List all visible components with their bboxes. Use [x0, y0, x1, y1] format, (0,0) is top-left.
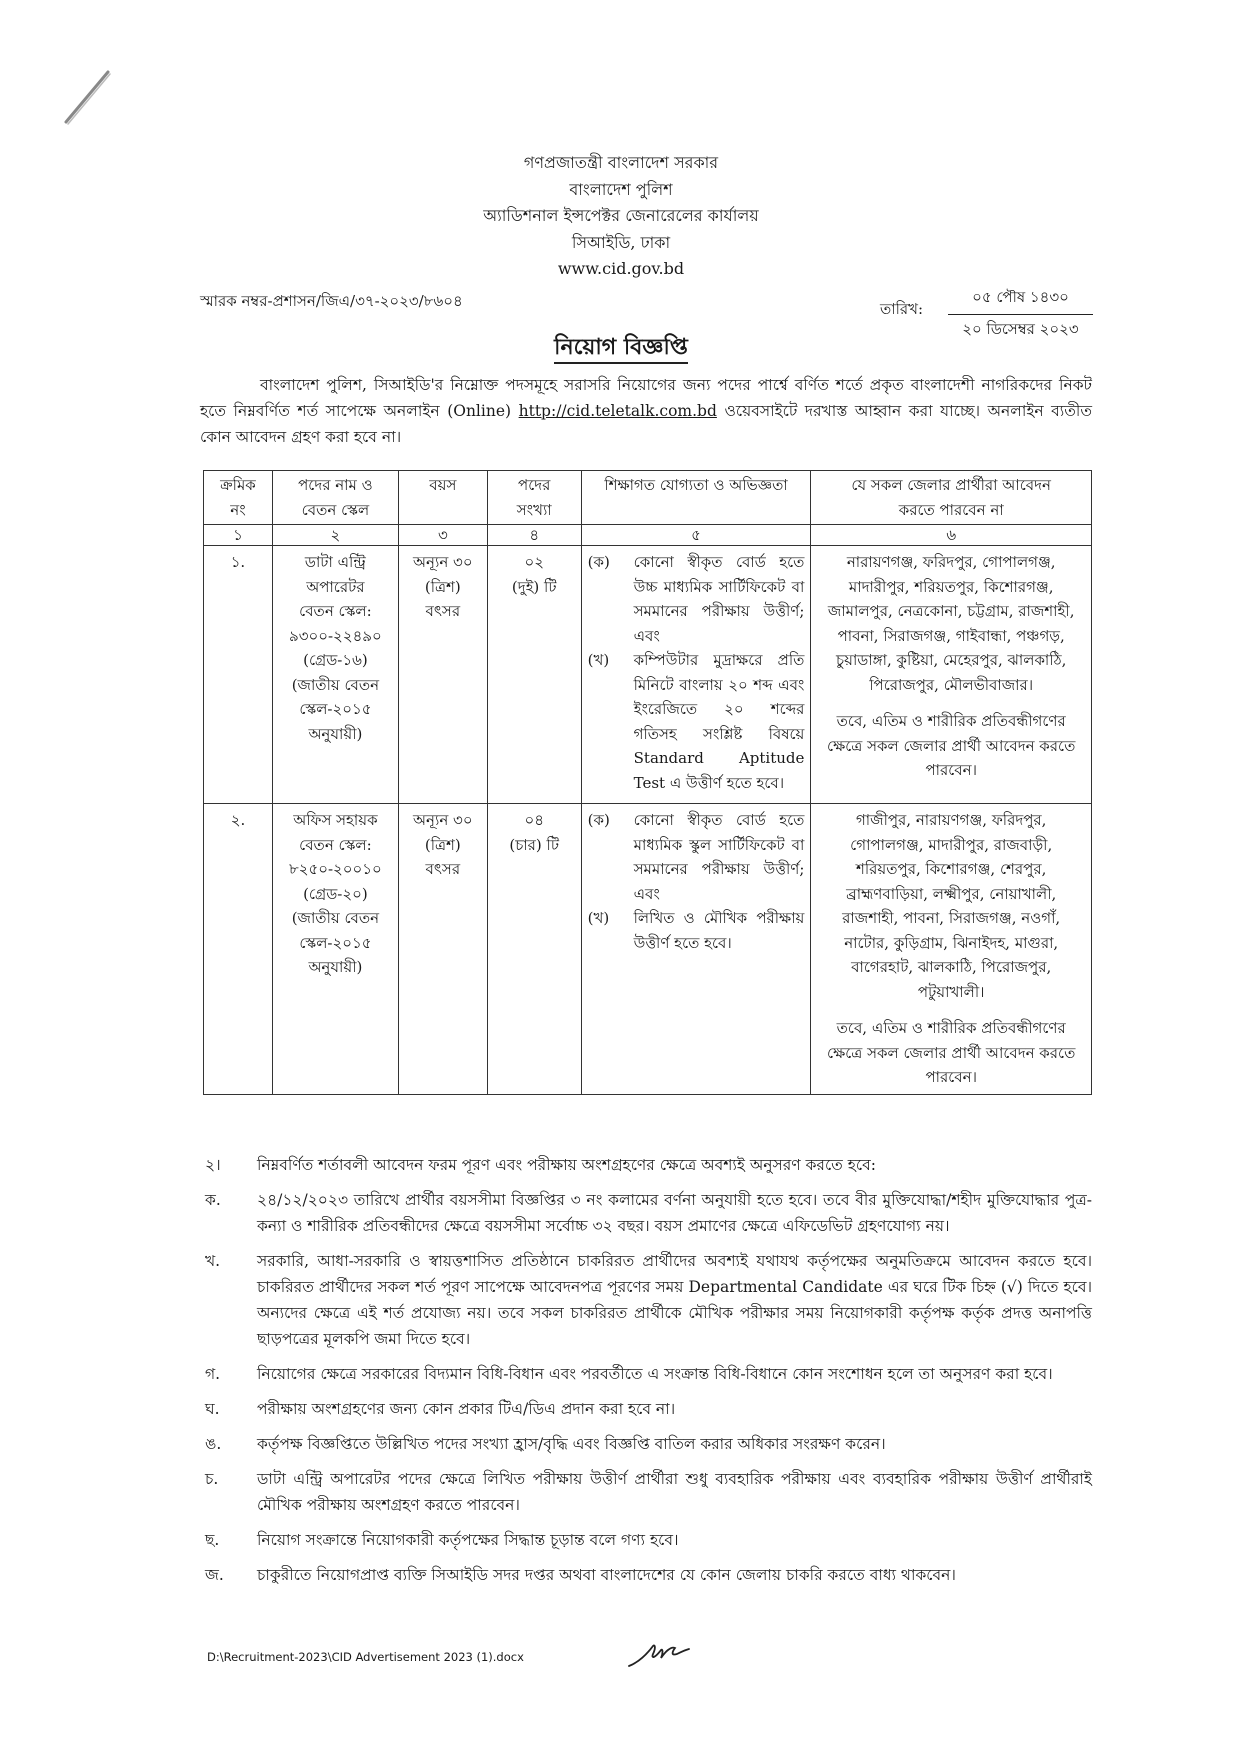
list-item: চ. ডাটা এন্ট্রি অপারেটর পদের ক্ষেত্রে লিখিত পরীক্ষায় উত্তীর্ণ প্রার্থীরা শুধু ব্যবহারিক পরীক্ষায় এবং ব্যবহারিক পরীক্ষায় উত্তীর্ণ প্রার্থীরাই মৌখিক পরীক্ষায় অংশগ্রহণ করতে পারবেন।	[205, 1470, 1092, 1514]
header-line-1: গণপ্রজাতন্ত্রী বাংলাদেশ সরকার	[523, 153, 719, 172]
memo-number: স্মারক নম্বর-প্রশাসন/জিএ/৩৭-২০২৩/৮৬০৪	[200, 292, 463, 310]
list-item: গ. নিয়োগের ক্ষেত্রে সরকারের বিদ্যমান বিধি-বিধান এবং পরবর্তীতে এ সংক্রান্ত বিধি-বিধানে কোন সংশোধন হলে তা অনুসরণ করা হবে।	[205, 1365, 1053, 1383]
application-link[interactable]: http://cid.teletalk.com.bd	[518, 402, 717, 420]
intro-paragraph	[200, 372, 1092, 450]
header-qualification: শিক্ষাগত যোগ্যতা ও অভিজ্ঞতা	[581, 471, 811, 525]
table-row	[204, 546, 1092, 804]
list-item: ২। নিম্নবর্ণিত শর্তাবলী আবেদন ফরম পূরণ এবং পরীক্ষায় অংশগ্রহণের ক্ষেত্রে অবশ্যই অনুসরণ করতে হবে:	[205, 1156, 876, 1174]
row-post-count: ০৪ (চার) টি	[487, 804, 581, 1095]
row-qualification: (ক) কোনো স্বীকৃত বোর্ড হতে মাধ্যমিক স্কুল সার্টিফিকেট বা সমমানের পরীক্ষায় উত্তীর্ণ; এবং (খ) লিখিত ও মৌখিক পরীক্ষায় উত্তীর্ণ হতে হবে।	[581, 804, 811, 1095]
date-bangla: ০৫ পৌষ ১৪৩০	[948, 286, 1093, 315]
date-english: ২০ ডিসেম্বর ২০২৩	[962, 320, 1079, 338]
table-header-row	[204, 471, 1092, 525]
header-count: পদের সংখ্যা	[487, 471, 581, 525]
column-number: ৪	[487, 525, 581, 546]
header-line-2: বাংলাদেশ পুলিশ	[569, 179, 673, 199]
list-item: জ. চাকুরীতে নিয়োগপ্রাপ্ত ব্যক্তি সিআইডি সদর দপ্তর অথবা বাংলাদেশের যে কোন জেলায় চাকরি করতে বাধ্য থাকবেন।	[205, 1566, 956, 1584]
row-age: অন্যূন ৩০ (ত্রিশ) বৎসর	[398, 546, 487, 804]
column-number-row	[204, 525, 1092, 546]
row-post-count: ০২ (দুই) টি	[487, 546, 581, 804]
list-item: ঙ. কর্তৃপক্ষ বিজ্ঞপ্তিতে উল্লিখিত পদের সংখ্যা হ্রাস/বৃদ্ধি এবং বিজ্ঞপ্তি বাতিল করার অধিকার সংরক্ষণ করেন।	[205, 1435, 886, 1453]
column-number: ১	[204, 525, 273, 546]
page-title-text: নিয়োগ বিজ্ঞপ্তি	[554, 334, 688, 364]
header-line-4: সিআইডি, ঢাকা	[571, 232, 671, 252]
intro-text-before: বাংলাদেশ পুলিশ, সিআইডি'র নিম্নোক্ত পদসমূহে সরাসরি নিয়োগের জন্য পদের পার্শ্বে বর্ণিত শর্তে প্রকৃত বাংলাদেশী নাগরিকদের নিকট হতে নিম্নবর্ণিত শর্ত সাপেক্ষে অনলাইন (Online)	[200, 376, 1092, 420]
header-website: www.cid.gov.bd	[557, 259, 685, 278]
intro-text-after: ওয়েবসাইটে দরখাস্ত আহ্বান করা যাচ্ছে। অনলাইন ব্যতীত কোন আবেদন গ্রহণ করা হবে না।	[200, 402, 1092, 446]
column-number: ২	[272, 525, 398, 546]
list-item: ঘ. পরীক্ষায় অংশগ্রহণের জন্য কোন প্রকার টিএ/ডিএ প্রদান করা হবে না।	[205, 1400, 676, 1418]
row-post-name: অফিস সহায়ক বেতন স্কেল: ৮২৫০-২০০১০ (গ্রেড-২০) (জাতীয় বেতন স্কেল-২০১৫ অনুযায়ী)	[272, 804, 398, 1095]
header-post-name: পদের নাম ও বেতন স্কেল	[272, 471, 398, 525]
table-row	[204, 804, 1092, 1095]
row-qualification: (ক) কোনো স্বীকৃত বোর্ড হতে উচ্চ মাধ্যমিক সার্টিফিকেট বা সমমানের পরীক্ষায় উত্তীর্ণ; এবং (খ) কম্পিউটার মুদ্রাক্ষরে প্রতি মিনিটে বাংলায় ২০ শব্দ এবং ইংরেজিতে ২০ শব্দের গতিসহ সংশ্লিষ্ট বিষয়ে Standard Aptitude Test এ উত্তীর্ণ হতে হবে।	[581, 546, 811, 804]
row-post-name: ডাটা এন্ট্রি অপারেটর বেতন স্কেল: ৯৩০০-২২৪৯০ (গ্রেড-১৬) (জাতীয় বেতন স্কেল-২০১৫ অনুযায়ী)	[272, 546, 398, 804]
signature-mark	[625, 1640, 695, 1670]
list-item: ছ. নিয়োগ সংক্রান্তে নিয়োগকারী কর্তৃপক্ষের সিদ্ধান্ত চূড়ান্ত বলে গণ্য হবে।	[205, 1531, 679, 1549]
header-age: বয়স	[398, 471, 487, 525]
page-title	[0, 330, 1242, 367]
row-serial: ২.	[204, 804, 273, 1095]
list-item: খ. সরকারি, আধা-সরকারি ও স্বায়ত্তশাসিত প্রতিষ্ঠানে চাকরিরত প্রার্থীদের অবশ্যই যথাযথ কর্তৃপক্ষের অনুমতিক্রমে আবেদন করতে হবে। চাকরিরত প্রার্থীদের সকল শর্ত পূরণ সাপেক্ষে আবেদনপত্র পূরণের সময় Departmental Candidate এর ঘরে টিক চিহ্ন (√) দিতে হবে। অন্যদের ক্ষেত্রে এই শর্ত প্রযোজ্য নয়। তবে সকল চাকরিরত প্রার্থীকে মৌখিক পরীক্ষার সময় নিয়োগকারী কর্তৃপক্ষ কর্তৃক প্রদত্ত অনাপত্তি ছাড়পত্রের মূলকপি জমা দিতে হবে।	[205, 1252, 1092, 1348]
conditions-list	[205, 1152, 1092, 1597]
row-serial: ১.	[204, 546, 273, 804]
posts-table	[203, 470, 1092, 1095]
header-districts: যে সকল জেলার প্রার্থীরা আবেদন করতে পারবেন না	[811, 471, 1092, 525]
column-number: ৩	[398, 525, 487, 546]
header-serial: ক্রমিক নং	[204, 471, 273, 525]
date-label: তারিখ:	[880, 300, 924, 318]
letterhead	[0, 150, 1242, 283]
column-number: ৬	[811, 525, 1092, 546]
list-item: ক. ২৪/১২/২০২৩ তারিখে প্রার্থীর বয়সসীমা বিজ্ঞপ্তির ৩ নং কলামের বর্ণনা অনুযায়ী হতে হবে। তবে বীর মুক্তিযোদ্ধা/শহীদ মুক্তিযোদ্ধার পুত্র-কন্যা ও শারীরিক প্রতিবন্ধীদের ক্ষেত্রে বয়সসীমা সর্বোচ্চ ৩২ বছর। বয়স প্রমাণের ক্ষেত্রে এফিডেভিট গ্রহণযোগ্য নয়।	[205, 1191, 1092, 1235]
footer-file-path: D:\Recruitment-2023\CID Advertisement 2023 (1).docx	[207, 1650, 524, 1664]
pen-stroke-mark	[60, 70, 120, 130]
header-line-3: অ্যাডিশনাল ইন্সপেক্টর জেনারেলের কার্যালয়	[483, 206, 759, 225]
row-districts: নারায়ণগঞ্জ, ফরিদপুর, গোপালগঞ্জ, মাদারীপুর, শরিয়তপুর, কিশোরগঞ্জ, জামালপুর, নেত্রকোনা, চট্টগ্রাম, রাজশাহী, পাবনা, সিরাজগঞ্জ, গাইবান্ধা, পঞ্চগড়, চুয়াডাঙ্গা, কুষ্টিয়া, মেহেরপুর, ঝালকাঠি, পিরোজপুর, মৌলভীবাজার। তবে, এতিম ও শারীরিক প্রতিবন্ধীগণের ক্ষেত্রে সকল জেলার প্রার্থী আবেদন করতে পারবেন।	[811, 546, 1092, 804]
row-districts: গাজীপুর, নারায়ণগঞ্জ, ফরিদপুর, গোপালগঞ্জ, মাদারীপুর, রাজবাড়ী, শরিয়তপুর, কিশোরগঞ্জ, শেরপুর, ব্রাহ্মণবাড়িয়া, লক্ষ্মীপুর, নোয়াখালী, রাজশাহী, পাবনা, সিরাজগঞ্জ, নওগাঁ, নাটোর, কুড়িগ্রাম, ঝিনাইদহ, মাগুরা, বাগেরহাট, ঝালকাঠি, পিরোজপুর, পটুয়াখালী। তবে, এতিম ও শারীরিক প্রতিবন্ধীগণের ক্ষেত্রে সকল জেলার প্রার্থী আবেদন করতে পারবেন।	[811, 804, 1092, 1095]
column-number: ৫	[581, 525, 811, 546]
row-age: অন্যূন ৩০ (ত্রিশ) বৎসর	[398, 804, 487, 1095]
